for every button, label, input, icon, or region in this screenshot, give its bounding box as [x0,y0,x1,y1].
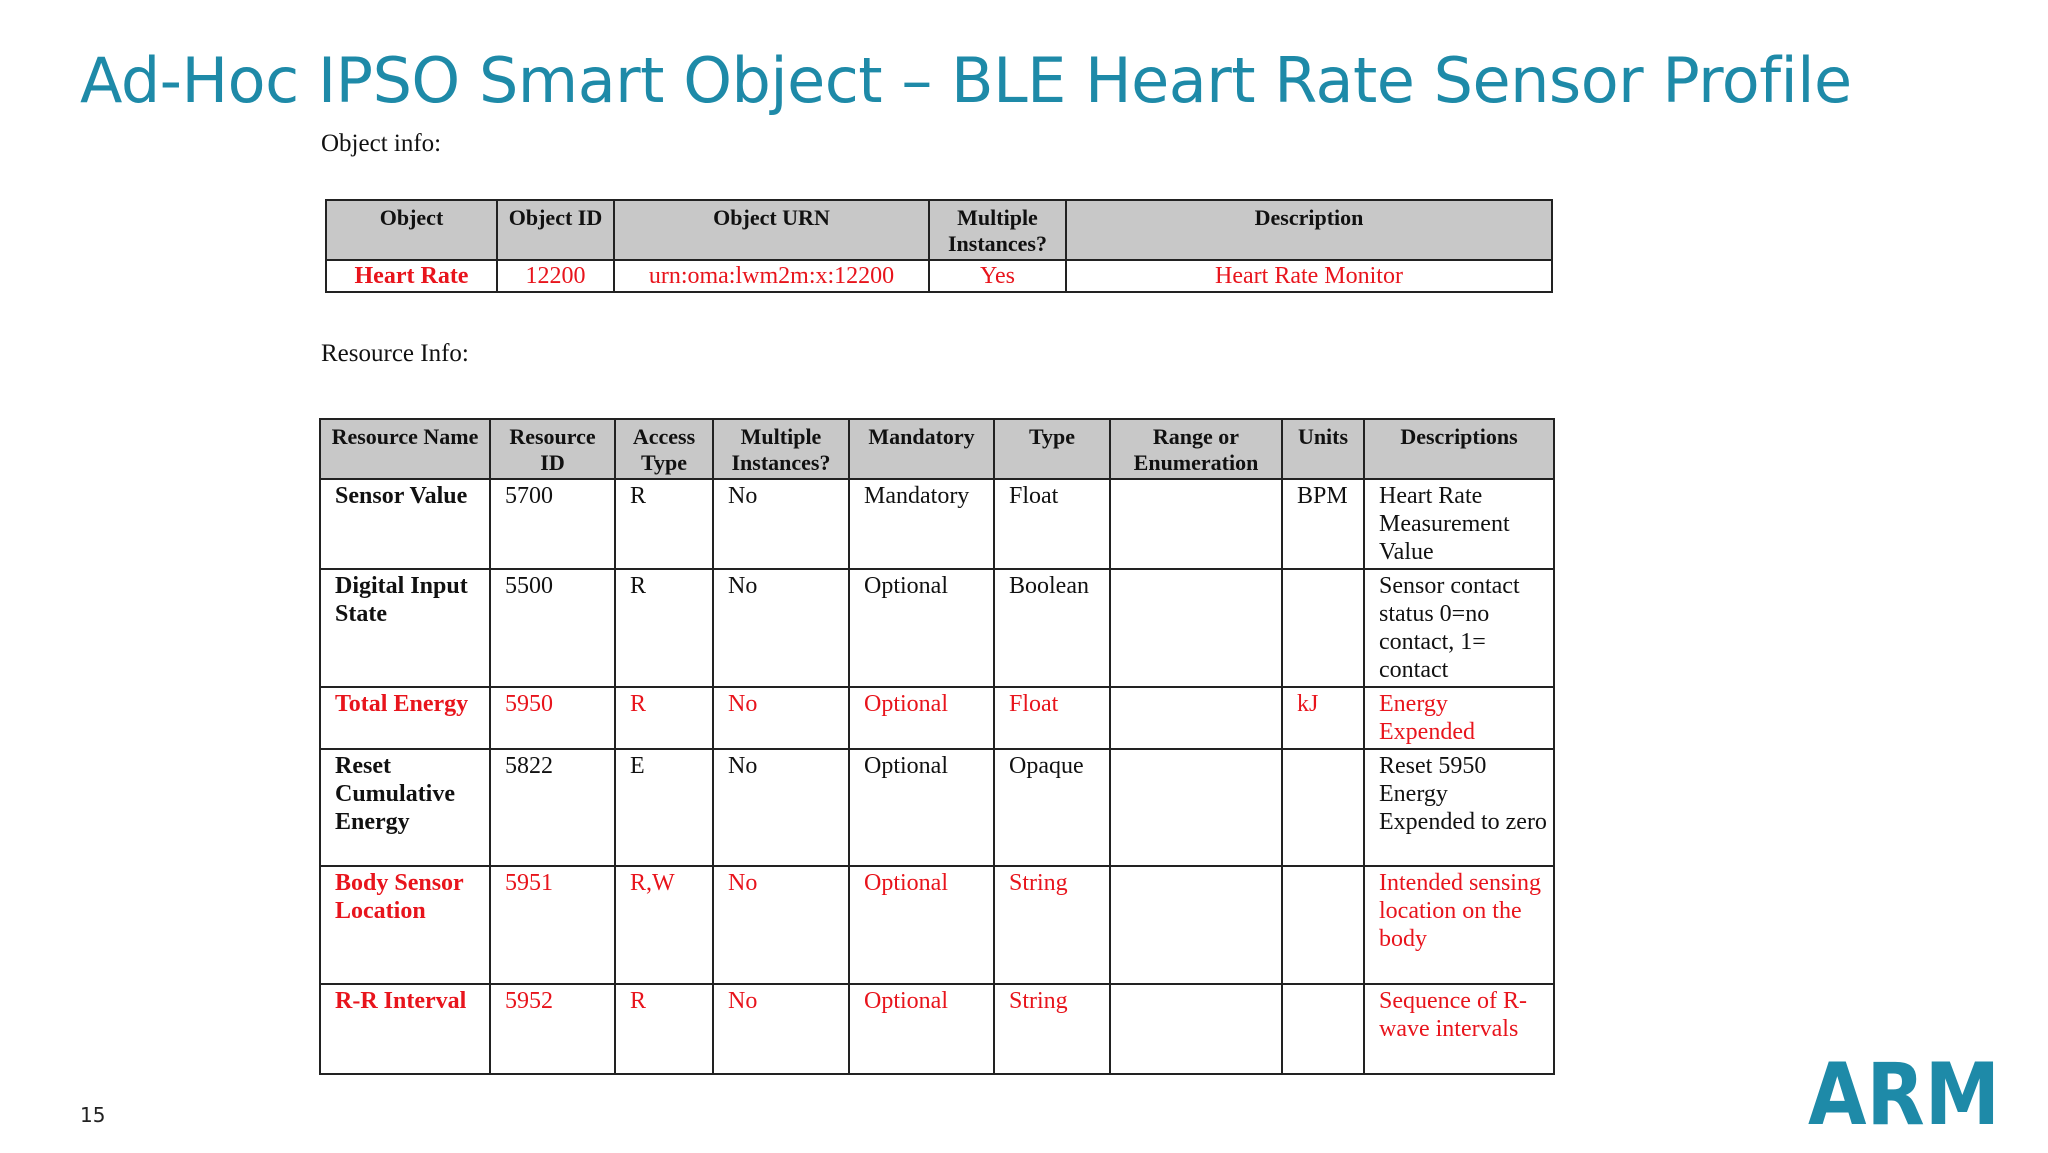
object-table-header-row [326,200,1552,260]
range-or-enumeration-cell [1110,687,1282,749]
resource-id-cell: 5952 [490,984,615,1074]
table-row [320,749,1554,866]
page-number: 15 [80,1103,106,1127]
header-description: Description [1066,200,1552,260]
type-cell: Float [994,687,1110,749]
units-cell [1282,984,1364,1074]
description-cell: Sensor contact status 0=no contact, 1= contact [1364,569,1554,687]
header-descriptions: Descriptions [1364,419,1554,479]
resource-name-cell: Total Energy [320,687,490,749]
object-multiple-instances: Yes [929,260,1066,292]
object-name: Heart Rate [326,260,497,292]
units-cell: kJ [1282,687,1364,749]
resource-name-cell: Body Sensor Location [320,866,490,984]
resource-id-cell: 5950 [490,687,615,749]
multiple-instances-cell: No [713,866,849,984]
table-row [320,866,1554,984]
resource-name-cell: Sensor Value [320,479,490,569]
mandatory-cell: Mandatory [849,479,994,569]
resource-table-body [320,479,1554,1074]
access-type-cell: R [615,687,713,749]
multiple-instances-cell: No [713,479,849,569]
object-id: 12200 [497,260,614,292]
resource-id-cell: 5822 [490,749,615,866]
object-description: Heart Rate Monitor [1066,260,1552,292]
resource-name-cell: R-R Interval [320,984,490,1074]
multiple-instances-cell: No [713,984,849,1074]
access-type-cell: R,W [615,866,713,984]
access-type-cell: R [615,569,713,687]
header-multiple-instances: Multiple Instances? [929,200,1066,260]
access-type-cell: E [615,749,713,866]
description-cell: Energy Expended [1364,687,1554,749]
mandatory-cell: Optional [849,569,994,687]
type-cell: Boolean [994,569,1110,687]
type-cell: Float [994,479,1110,569]
resource-table [319,418,1555,1075]
mandatory-cell: Optional [849,687,994,749]
description-cell: Intended sensing location on the body [1364,866,1554,984]
description-cell: Reset 5950 Energy Expended to zero [1364,749,1554,866]
header-resource-id: Resource ID [490,419,615,479]
description-cell: Heart Rate Measurement Value [1364,479,1554,569]
table-row [320,984,1554,1074]
type-cell: String [994,984,1110,1074]
header-resource-name: Resource Name [320,419,490,479]
header-units: Units [1282,419,1364,479]
object-table [325,199,1553,293]
range-or-enumeration-cell [1110,569,1282,687]
units-cell [1282,866,1364,984]
resource-info-label: Resource Info: [321,340,469,367]
resource-id-cell: 5951 [490,866,615,984]
range-or-enumeration-cell [1110,749,1282,866]
arm-logo [1806,1045,2002,1145]
description-cell: Sequence of R-wave intervals [1364,984,1554,1074]
header-mandatory: Mandatory [849,419,994,479]
object-urn: urn:oma:lwm2m:x:12200 [614,260,929,292]
header-object-id: Object ID [497,200,614,260]
header-object: Object [326,200,497,260]
access-type-cell: R [615,984,713,1074]
resource-id-cell: 5500 [490,569,615,687]
header-access-type: Access Type [615,419,713,479]
resource-name-cell: Reset Cumulative Energy [320,749,490,866]
header-type: Type [994,419,1110,479]
resource-id-cell: 5700 [490,479,615,569]
logo-text: ARM [1808,1045,2000,1145]
type-cell: String [994,866,1110,984]
multiple-instances-cell: No [713,687,849,749]
header-range: Range or Enumeration [1110,419,1282,479]
range-or-enumeration-cell [1110,984,1282,1074]
range-or-enumeration-cell [1110,479,1282,569]
units-cell: BPM [1282,479,1364,569]
table-row [320,569,1554,687]
access-type-cell: R [615,479,713,569]
slide-title: Ad-Hoc IPSO Smart Object – BLE Heart Rate Sensor Profile [80,44,1852,117]
object-table-row [326,260,1552,292]
object-info-label: Object info: [321,130,442,157]
units-cell [1282,749,1364,866]
type-cell: Opaque [994,749,1110,866]
multiple-instances-cell: No [713,569,849,687]
mandatory-cell: Optional [849,749,994,866]
header-object-urn: Object URN [614,200,929,260]
units-cell [1282,569,1364,687]
multiple-instances-cell: No [713,749,849,866]
resource-table-header-row [320,419,1554,479]
mandatory-cell: Optional [849,866,994,984]
table-row [320,687,1554,749]
mandatory-cell: Optional [849,984,994,1074]
range-or-enumeration-cell [1110,866,1282,984]
resource-name-cell: Digital Input State [320,569,490,687]
table-row [320,479,1554,569]
header-multiple-instances: Multiple Instances? [713,419,849,479]
